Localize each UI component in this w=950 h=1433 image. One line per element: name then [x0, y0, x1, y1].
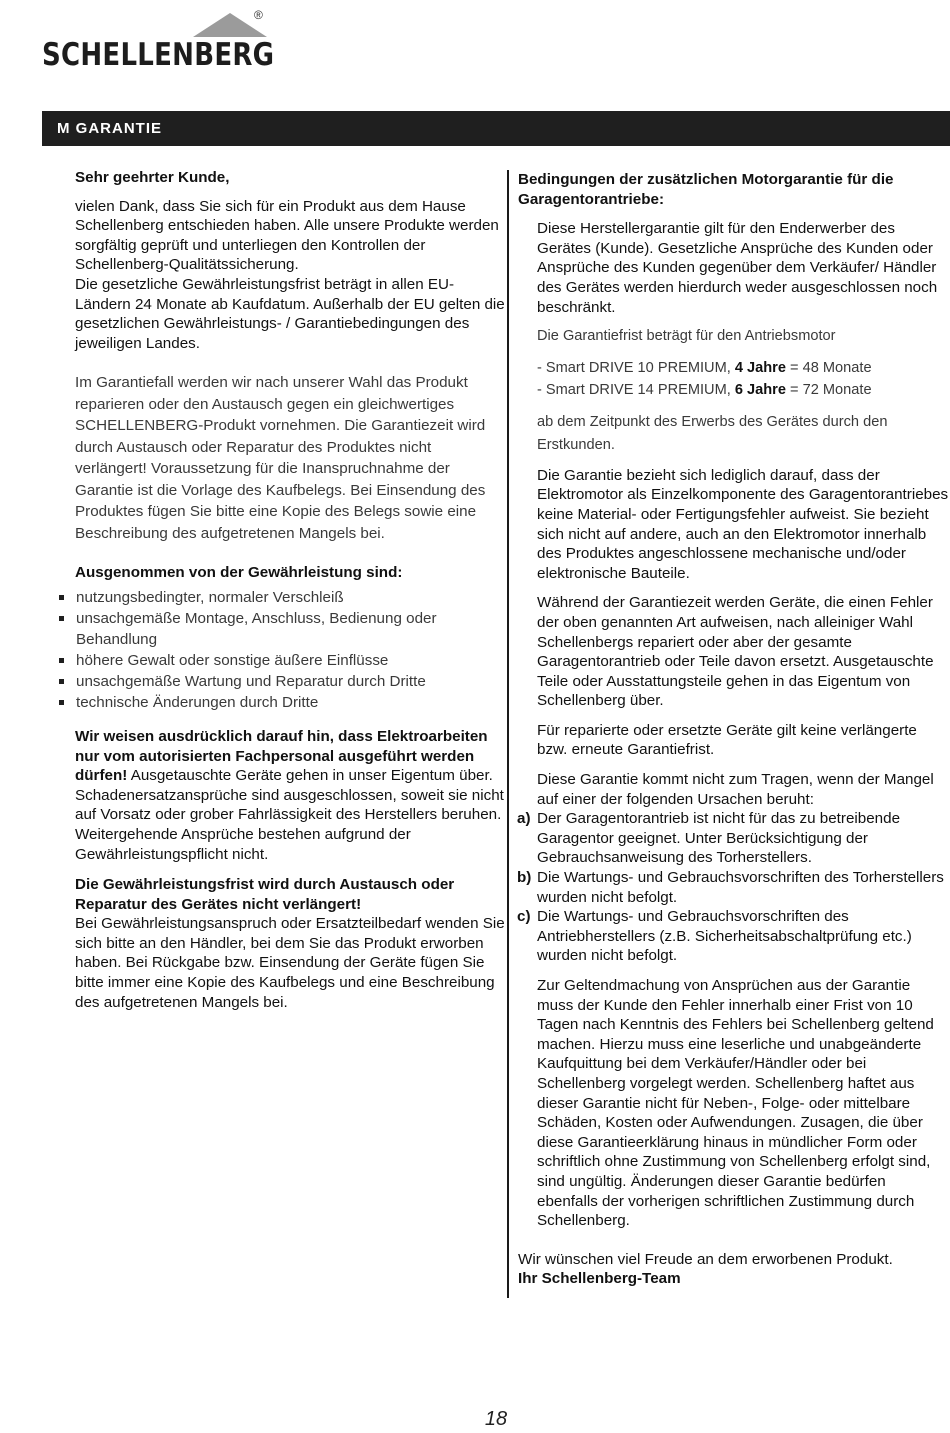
column-divider: [507, 170, 509, 1298]
intro-paragraph: [75, 197, 505, 354]
electrical-work-paragraph: [75, 727, 505, 864]
list-item: technische Änderungen durch Dritte: [59, 692, 489, 713]
warranty-period-from: ab dem Zeitpunkt des Erwerbs des Gerätes durch den Erstkunden.: [537, 413, 888, 453]
manufacturer-warranty-paragraph: Diese Herstellergarantie gilt für den Enderwerber des Gerätes (Kunde). Gesetzliche Ansprüche des Kunden oder Ansprüche des Kunden gegenüber dem Verkäufer/ Händler des Gerätes werden hierdurch weder ausgeschlossen noch beschränkt.: [537, 220, 938, 316]
exclusion-causes-intro: Diese Garantie kommt nicht zum Tragen, wenn der Mangel auf einer der folgenden Ursachen beruht:: [537, 771, 934, 808]
closing-line: Wir wünschen viel Freude an dem erworbenen Produkt.: [518, 1250, 893, 1268]
motor-warranty-heading: Bedingungen der zusätzlichen Motorgarantie für die Garagentorantriebe:: [518, 171, 894, 208]
list-item: a) Der Garagentorantrieb ist nicht für das zu betreibende Garagentor geeignet. Unter Berücksichtigung der Gebrauchsanweisung des Torherstellers.: [517, 810, 901, 867]
exclusions-list: [59, 587, 489, 713]
claims-paragraph: Bei Gewährleistungsanspruch oder Ersatzteilbedarf wenden Sie sich bitte an den Händler, bei dem Sie das Produkt erworben haben. Bei Rückgabe bzw. Einsendung der Geräte fügen Sie bitte immer eine Kopie des Kaufbelegs und eine Beschreibung des aufgetretenen Mangels bei.: [75, 915, 505, 1011]
no-extension-notice: Die Gewährleistungsfrist wird durch Austausch oder Reparatur des Gerätes nicht verlängert!: [75, 876, 455, 913]
list-item: unsachgemäße Wartung und Reparatur durch Dritte: [59, 671, 489, 692]
left-column: [75, 168, 505, 1012]
list-item: höhere Gewalt oder sonstige äußere Einflüsse: [59, 650, 489, 671]
model-item: - Smart DRIVE 14 PREMIUM, 6 Jahre = 72 Monate: [537, 381, 872, 398]
intro-text: vielen Dank, dass Sie sich für ein Produkt aus dem Hause Schellenberg entschieden haben. Alle unsere Produkte werden sorgfältig geprüft und unterliegen den Kontrollen der Schellenberg-Qualitätssicherung.: [75, 197, 499, 274]
exclusion-causes-list: [518, 809, 950, 966]
right-column: [518, 170, 950, 1289]
brand-logo: SCHELLENBERG: [42, 37, 275, 73]
list-item: nutzungsbedingter, normaler Verschleiß: [59, 587, 489, 608]
claim-procedure-paragraph: Zur Geltendmachung von Ansprüchen aus der Garantie muss der Kunde den Fehler innerhalb einer Frist von 10 Tagen nach Kenntnis des Fehlers bei Schellenberg geltend machen. Hierzu muss eine leserliche und unabgeänderte Kaufquittung bei dem Verkäufer/Händler oder bei Schellenberg vorgelegt werden. Schellenberg haftet aus dieser Garantie nicht für Neben-, Folge- oder mittelbare Schäden, Kosten oder Aufwendungen. Zusagen, die über diese Garantieerklärung hinaus in mündlicher Form oder schriftlich ohne Zustimmung von Schellenberg erfolgt sind, sind ungültig. Änderungen dieser Garantie bedürfen ebenfalls der vorherigen schriftlichen Zustimmung durch Schellenberg.: [537, 977, 934, 1230]
list-item: c) Die Wartungs- und Gebrauchsvorschriften des Antriebherstellers (z.B. Sicherheitsabschaltprüfung etc.) wurden nicht befolgt.: [517, 908, 912, 965]
registered-mark: ®: [254, 8, 263, 22]
exclusions-heading: Ausgenommen von der Gewährleistung sind:: [75, 564, 403, 582]
repair-paragraph: Während der Garantiezeit werden Geräte, die einen Fehler der oben genannten Art aufweisen, nach alleiniger Wahl Schellenbergs repariert oder aber der gesamte Garagentorantrieb oder Teile davon ersetzt. Ausgetauschte Teile oder Ausstattungsteile gehen in das Eigentum von Schellenberg über.: [537, 594, 934, 710]
greeting: Sehr geehrter Kunde,: [75, 169, 230, 186]
scope-paragraph: Die Garantie bezieht sich lediglich darauf, dass der Elektromotor als Einzelkomponente des Garagentorantriebes keine Material- oder Fertigungsfehler aufweist. Sie bezieht sich nicht auf andere, auch an den Elektromotor innerhalb des Produktes angeschlossene mechanische und/oder elektronische Bauteile.: [537, 466, 949, 582]
model-item: - Smart DRIVE 10 PREMIUM, 4 Jahre = 48 Monate: [537, 359, 872, 376]
no-renewal-paragraph: Für reparierte oder ersetzte Geräte gilt keine verlängerte bzw. erneute Garantiefrist.: [537, 721, 917, 759]
list-item: b) Die Wartungs- und Gebrauchsvorschriften des Torherstellers wurden nicht befolgt.: [517, 869, 944, 906]
list-item: unsachgemäße Montage, Anschluss, Bedienung oder Behandlung: [59, 608, 489, 650]
electrical-work-warning: Wir weisen ausdrücklich darauf hin, dass Elektroarbeiten nur vom autorisierten Fachpersonal ausgeführt werden dürfen!: [75, 727, 488, 785]
page-number: 18: [484, 1408, 508, 1430]
warranty-case-paragraph: Im Garantiefall werden wir nach unserer Wahl das Produkt reparieren oder den Austausch gegen ein gleichwertiges SCHELLENBERG-Produkt vornehmen. Die Garantiezeit wird durch Austausch oder Reparatur des Produktes nicht verlängert! Voraussetzung für die Inanspruchnahme der Garantie ist die Vorlage des Kaufbelegs. Bei Einsendung des Produktes fügen Sie bitte eine Kopie des Belegs sowie eine Beschreibung des aufgetretenen Mangels bei.: [75, 374, 486, 542]
warranty-period-text: Die gesetzliche Gewährleistungsfrist beträgt in allen EU-Ländern 24 Monate ab Kaufdatum. Außerhalb der EU gelten die gesetzlichen Gewährleistungs- / Garantiebedingungen des jeweiligen Landes.: [75, 275, 505, 352]
section-title: M GARANTIE: [42, 111, 950, 146]
electrical-work-text: Ausgetauschte Geräte gehen in unser Eigentum über. Schadenersatzansprüche sind ausgeschlossen, soweit sie nicht auf Vorsatz oder grober Fahrlässigkeit des Herstellers beruhen. Weitergehende Ansprüche bestehen aufgrund der Gewährleistungspflicht nicht.: [75, 767, 504, 863]
signature: Ihr Schellenberg-Team: [518, 1270, 681, 1288]
model-list: [518, 357, 950, 401]
warranty-period-intro: Die Garantiefrist beträgt für den Antriebsmotor: [537, 328, 836, 345]
